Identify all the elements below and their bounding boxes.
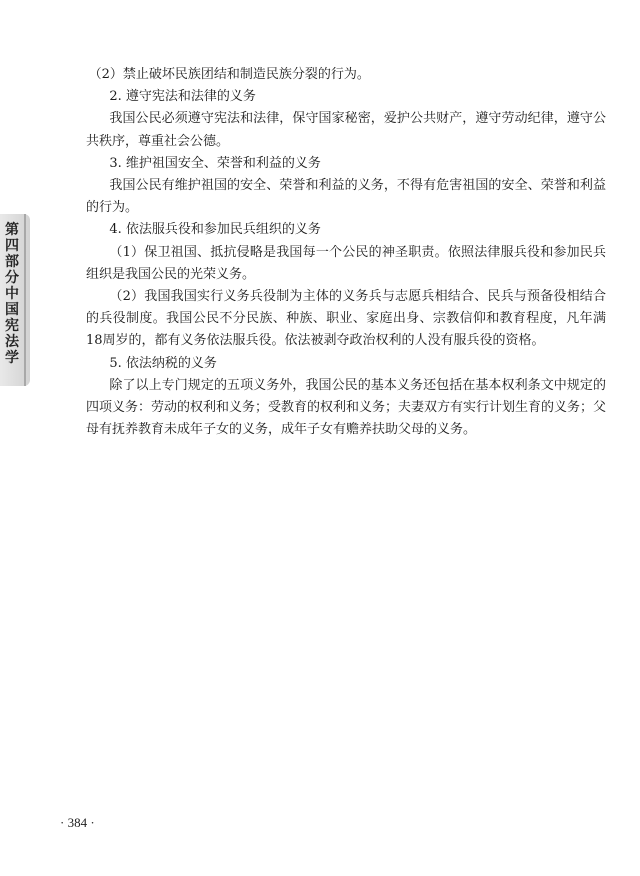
side-tab-rule (24, 214, 26, 386)
paragraph-safeguard-country: 我国公民有维护祖国的安全、荣誉和利益的义务，不得有危害祖国的安全、荣誉和利益的行为。 (86, 178, 606, 216)
main-text-column (86, 64, 606, 441)
chapter-side-tab (0, 214, 30, 386)
paragraph-military-2: （2）我国我国实行义务兵役制为主体的义务兵与志愿兵相结合、民兵与预备役相结合的兵役制度。我国公民不分民族、种族、职业、家庭出身、宗教信仰和教育程度，凡年满18周岁的，都有义务依法服兵役。依法被剥夺政治权利的人没有服兵役的资格。 (86, 289, 606, 349)
section-heading-5: 5. 依法纳税的义务 (109, 355, 217, 371)
paragraph-military-1: （1）保卫祖国、抵抗侵略是我国每一个公民的神圣职责。依照法律服兵役和参加民兵组织是我国公民的光荣义务。 (86, 244, 606, 282)
section-heading-4: 4. 依法服兵役和参加民兵组织的义务 (109, 222, 321, 238)
paragraph-other-duties: 除了以上专门规定的五项义务外，我国公民的基本义务还包括在基本权利条文中规定的四项义务：劳动的权利和义务；受教育的权利和义务；夫妻双方有实行计划生育的义务；父母有抚养教育未成年子女的义务，成年子女有赡养扶助父母的义务。 (86, 377, 607, 438)
section-heading-2: 2. 遵守宪法和法律的义务 (109, 89, 256, 105)
section-heading-3: 3. 维护祖国安全、荣誉和利益的义务 (109, 155, 321, 171)
page-number: · 384 · (60, 815, 95, 830)
chapter-side-tab-label: 第四部分 中国宪法学 (5, 222, 19, 366)
paragraph-clause-2: （2）禁止破坏民族团结和制造民族分裂的行为。 (88, 67, 370, 82)
paragraph-obey-law: 我国公民必须遵守宪法和法律，保守国家秘密，爱护公共财产，遵守劳动纪律，遵守公共秩序，尊重社会公德。 (86, 111, 606, 149)
